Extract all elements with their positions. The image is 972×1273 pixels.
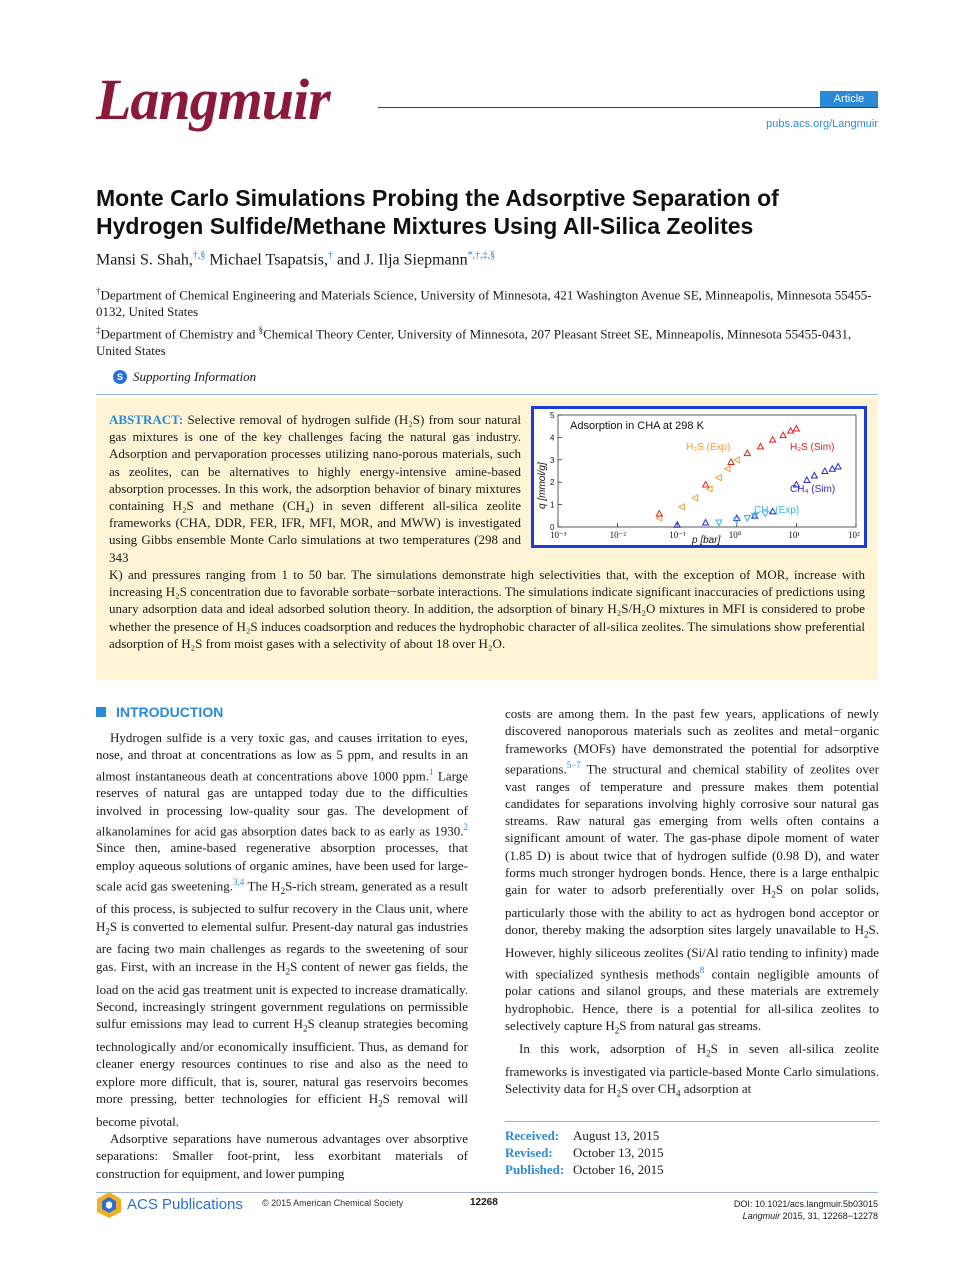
legend-h2s-exp: H₂S (Exp): [686, 442, 731, 453]
data-point: [703, 481, 709, 487]
intro-paragraph-2: Adsorptive separations have numerous advantages over absorptive separations: Smaller foot-print, less exorbitant materials of construction for equipment, and lower pumping: [96, 1131, 468, 1181]
x-tick-label: 10⁰: [728, 530, 742, 540]
y-tick-label: 3: [550, 455, 555, 465]
journal-url-link[interactable]: pubs.acs.org/Langmuir: [766, 118, 878, 130]
data-point: [788, 428, 794, 434]
section-heading-text: INTRODUCTION: [116, 704, 224, 720]
author-siepmann-affil: *,†,‡,§: [467, 250, 496, 261]
section-heading-introduction[interactable]: [96, 704, 223, 720]
affiliation-2-mark: ‡: [96, 325, 101, 335]
data-point: [835, 464, 841, 470]
abstract-label: ABSTRACT:: [109, 412, 184, 427]
supporting-information-link[interactable]: [113, 369, 256, 385]
affiliation-2-text-b: Chemical Theory Center, University of Minnesota, 207 Pleasant Street SE, Minneapolis, Minnesota 55455-0431, United States: [96, 326, 852, 359]
received-date: [505, 1128, 659, 1144]
data-point: [822, 468, 828, 474]
chart-title: Adsorption in CHA at 298 K: [570, 420, 704, 432]
intro-column-right: [505, 705, 879, 1103]
data-point: [811, 472, 817, 478]
revised-value: October 13, 2015: [573, 1145, 664, 1160]
x-tick-label: 10¹: [788, 530, 801, 540]
data-point: [829, 466, 835, 472]
article-title: [96, 184, 886, 240]
y-tick-label: 1: [550, 500, 555, 510]
affiliation-1-mark: †: [96, 286, 101, 296]
revised-date: [505, 1145, 664, 1161]
data-point: [758, 443, 764, 449]
affiliation-2-mark-2: §: [258, 325, 264, 335]
page-number: 12268: [470, 1197, 498, 1208]
author-shah[interactable]: Mansi S. Shah,: [96, 251, 193, 269]
affiliation-2-text-a: Department of Chemistry and: [100, 326, 259, 342]
chart-xlabel: p [bar]: [692, 535, 721, 545]
author-tsapatsis[interactable]: Michael Tsapatsis,: [205, 251, 328, 269]
journal-logo[interactable]: Langmuir: [96, 67, 330, 132]
received-value: August 13, 2015: [573, 1128, 660, 1143]
revised-label: Revised:: [505, 1145, 553, 1160]
toc-graphic[interactable]: [531, 406, 867, 548]
data-point: [725, 466, 731, 472]
supporting-info-label: Supporting Information: [133, 369, 257, 384]
data-point: [770, 437, 776, 443]
x-tick-label: 10²: [848, 530, 860, 540]
affiliation-1-text: Department of Chemical Engineering and Materials Science, University of Minnesota, 421 Washington Avenue SE, Minneapolis, Minnesota 55455-0132, United States: [96, 287, 872, 320]
intro-paragraph-2-cont: costs are among them. In the past few years, applications of newly discovered nanoporous materials such as zeolites and metal−organic frameworks (MOFs) have demonstrated the potential for adsorptive separations.$^{5-7}$ The structural and chemical stability of zeolites over vast ranges of temperature and pressure makes them potential candidates for separations involving highly corrosive sour natural gas streams. Raw natural gas emerging from wells often contains a significant amount of water. The gas-phase dipole moment of water (1.85 D) is about twice that of hydrogen sulfide (0.98 D), and water forms much stronger hydrogen bonds. Hence, there is a large enthalpic gain for water to adsorb preferentially over $H_2S$ on polar solids, particularly those with the ability to act as hydrogen bond acceptor or donor, thereby making the adsorption sites largely unavailable to $H_2S$. However, highly siliceous zeolites (Si/Al ratio tending to infinity) made with specialized synthesis methods$^8$ contain negligible amounts of polar cations and silanol groups, and these materials are extremely hydrophobic. Hence, there is a potential for all-silica zeolites to selectively capture $H_2S$ from natural gas streams.: [505, 706, 879, 1036]
published-value: October 16, 2015: [573, 1162, 664, 1177]
header-rule: [378, 107, 878, 108]
divider: [96, 394, 878, 395]
data-point: [804, 477, 810, 483]
data-point: [703, 520, 709, 526]
y-tick-label: 5: [550, 411, 555, 420]
affiliation-2: [96, 322, 886, 359]
dates-divider: [505, 1121, 879, 1122]
legend-h2s-sim: H₂S (Sim): [790, 442, 835, 453]
citation: [734, 1210, 878, 1222]
author-list: [96, 250, 495, 269]
intro-paragraph-3: In this work, adsorption of $H_2S$ in seven all-silica zeolite frameworks is investigated via particle-based Monte Carlo simulations. Selectivity data for $H_2S$ over $CH_4$ adsorption at: [505, 1040, 880, 1099]
data-point: [744, 450, 750, 456]
x-tick-label: 10⁻³: [550, 530, 567, 540]
footer-rule: [96, 1192, 878, 1193]
supporting-info-icon: S: [113, 370, 127, 384]
article-type-badge: Article: [820, 91, 878, 107]
abstract-text-full: K) and pressures ranging from 1 to 50 bar. The simulations demonstrate high selectivities that, with the exception of MOR, increase with increasing H₂S concentration due to favorable sorbate−sorbate interactions. The simulations indicate significant inaccuracies of predictions using unary adsorption data and ideal adsorbed solution theory. In addition, the adsorption of binary H₂S/H₂O mixtures in MFI is considered to probe whether the presence of H₂S induces coadsorption and reduces the hydrophobic character of all-silica zeolites. The simulations show preferential adsorption of H₂S from moist gases with a selectivity of about 18 over H₂O.: [109, 567, 865, 651]
data-point: [780, 432, 786, 438]
data-point: [734, 457, 740, 463]
section-square-icon: [96, 707, 106, 717]
data-point: [716, 520, 722, 526]
y-tick-label: 4: [550, 433, 555, 443]
published-label: Published:: [505, 1162, 565, 1177]
data-point: [679, 504, 685, 510]
abstract-body-left: Selective removal of hydrogen sulfide (H₂S) from sour natural gas mixtures is one of the key challenges facing the natural gas industry. Adsorption and pervaporation processes utilizing nano-porous materials, such as zeolites, can be alternatives to highly energy-intensive amine-based absorption processes. In this work, the adsorption behavior of binary mixtures containing H₂S and methane (CH₄) in seven different all-silica zeolite frameworks (CHA, DDR, FER, IFR, MFI, MOR, and MWW) is investigated using Gibbs ensemble Monte Carlo simulations at two temperatures (298 and 343: [109, 412, 521, 565]
data-point: [692, 495, 698, 501]
x-tick-label: 10⁻²: [609, 530, 627, 540]
intro-column-left: [96, 729, 468, 1182]
author-shah-affil: †,§: [192, 250, 206, 261]
received-label: Received:: [505, 1128, 560, 1143]
y-tick-label: 0: [550, 523, 555, 532]
abstract-text-left: [109, 411, 521, 566]
data-point: [716, 475, 722, 481]
doi-link[interactable]: DOI: 10.1021/acs.langmuir.5b03015: [733, 1199, 878, 1209]
data-point: [793, 425, 799, 431]
data-point: [744, 516, 750, 522]
legend-ch4-exp: CH₄ (Exp): [754, 505, 800, 516]
affiliation-1: [96, 283, 886, 320]
copyright: © 2015 American Chemical Society: [262, 1198, 404, 1208]
doi-block: [734, 1198, 878, 1222]
toc-chart: [534, 409, 864, 545]
x-tick-label: 10⁻¹: [669, 530, 686, 540]
data-point: [656, 511, 662, 517]
acs-publications-wordmark[interactable]: ACS Publications: [127, 1196, 243, 1213]
intro-paragraph-1: Hydrogen sulfide is a very toxic gas, and causes irritation to eyes, nose, and throat at concentrations as low as 5 ppm, and results in an almost instantaneous death at concentrations above 1000 ppm.$^1$ Large reserves of natural gas are untapped today due to the difficulties involved in processing low-quality sour gas. The development of alkanolamines for acid gas absorption dates back to as early as 1930.$^2$ Since then, amine-based regenerative absorption processes, that employ aqueous solutions of organic amines, have been used for large-scale acid gas sweetening.$^{3,4}$ The $H_2S$-rich stream, generated as a result of this process, is subjected to sulfur recovery in the Claus unit, where $H_2S$ is converted to elemental sulfur. Present-day natural gas industries are facing two main challenges as regards to the sweetening of sour gas. First, with an increase in the $H_2S$ content of newer gas fields, the load on the acid gas treatment unit is expected to increase dramatically. Second, increasingly stringent government regulations on permissible sulfur emissions may lead to current $H_2S$ cleanup strategies becoming technologically and/or economically insufficient. Thus, as demand for cleaner energy resources continues to rise and also as the need to explore more difficult, that is, sourer, natural gas reservoirs becomes more pressing, better technologies for efficient $H_2S$ removal will become pivotal.: [96, 730, 468, 1129]
published-date: [505, 1162, 664, 1178]
title-line-2: Hydrogen Sulfide/Methane Mixtures Using All-Silica Zeolites: [96, 213, 754, 239]
author-tsapatsis-affil: †: [327, 250, 333, 261]
y-tick-label: 2: [550, 478, 555, 488]
author-siepmann[interactable]: and J. Ilja Siepmann: [332, 251, 468, 269]
title-line-1: Monte Carlo Simulations Probing the Adsorptive Separation of: [96, 185, 779, 211]
acs-logo-icon[interactable]: [96, 1191, 122, 1219]
citation-details: 2015, 31, 12268−12278: [780, 1211, 878, 1221]
legend-ch4-sim: CH₄ (Sim): [790, 484, 836, 495]
citation-journal: Langmuir: [742, 1211, 781, 1221]
chart-ylabel: q [mmol/g]: [537, 462, 548, 509]
